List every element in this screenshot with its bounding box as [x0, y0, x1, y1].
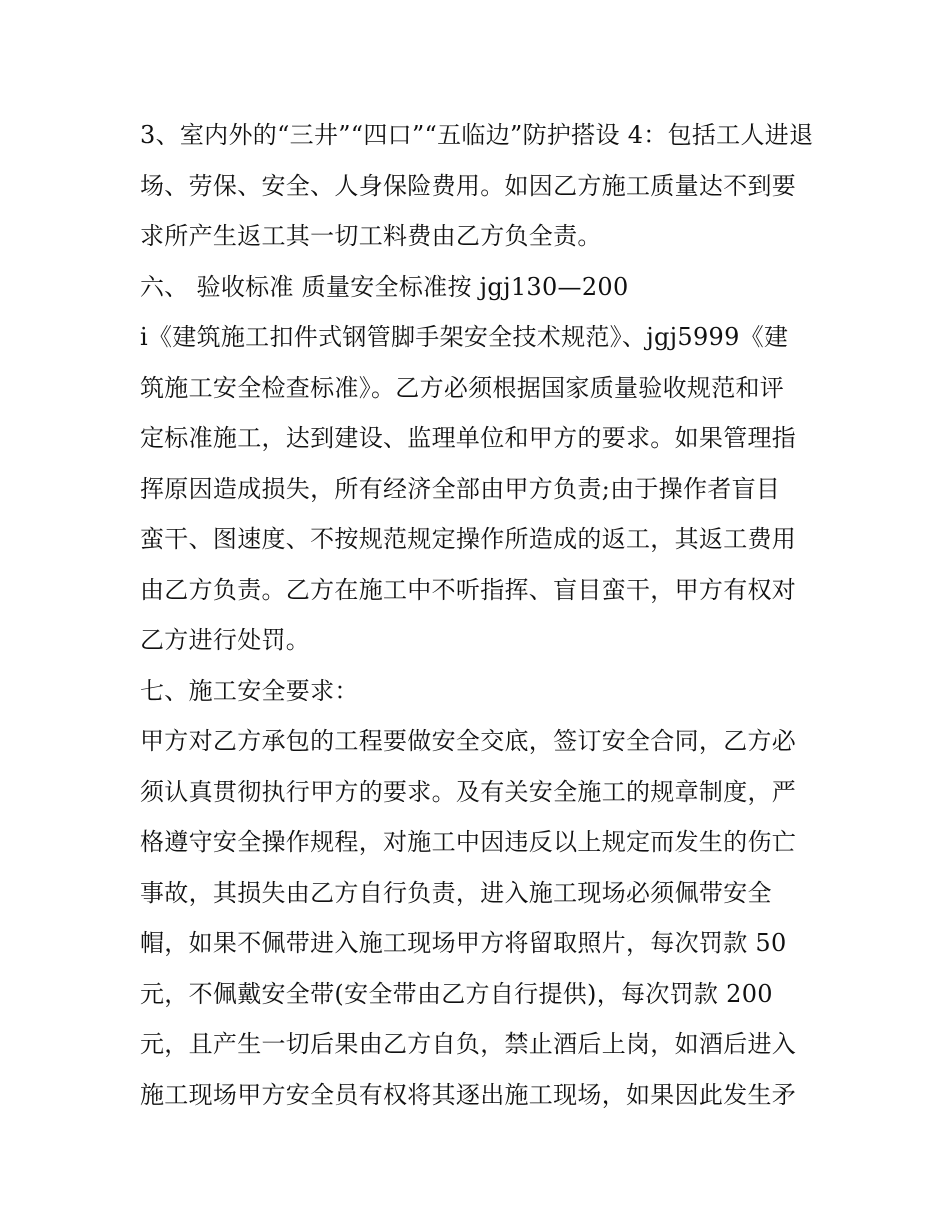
text-line: 挥原因造成损失，所有经济全部由甲方负责;由于操作者盲目 — [140, 474, 781, 503]
text-line: 元，且产生一切后果由乙方自负，禁止酒后上岗，如酒后进入 — [140, 1030, 797, 1058]
text-line: 蛮干、图速度、不按规范规定操作所造成的返工，其返工费用 — [140, 525, 797, 553]
section-heading-six: 六、 验收标准 质量安全标准按 jgj130—200 — [140, 272, 629, 301]
text-line: 3、室内外的“三井”“四口”“五临边”防护搭设 4：包括工人进退 — [140, 121, 814, 149]
text-line: 元，不佩戴安全带(安全带由乙方自行提供)，每次罚款 200 — [140, 979, 773, 1008]
text-line: 帽，如果不佩带进入施工现场甲方将留取照片，每次罚款 50 — [140, 929, 787, 957]
text-line: 事故，其损失由乙方自行负责，进入施工现场必须佩带安全 — [140, 878, 772, 907]
text-line: 筑施工安全检查标准》。乙方必须根据国家质量验收规范和评 — [140, 373, 785, 402]
text-line: 由乙方负责。乙方在施工中不听指挥、盲目蛮干，甲方有权对 — [140, 575, 797, 604]
text-line: 施工现场甲方安全员有权将其逐出施工现场，如果因此发生矛 — [140, 1080, 797, 1109]
text-line: 场、劳保、安全、人身保险费用。如因乙方施工质量达不到要 — [140, 171, 797, 200]
text-line: i《建筑施工扣件式钢管脚手架安全技术规范》、jgj5999《建 — [140, 323, 789, 351]
body-text — [140, 110, 820, 1120]
text-line: 须认真贯彻执行甲方的要求。及有关安全施工的规章制度，严 — [140, 777, 797, 806]
text-line: 乙方进行处罚。 — [140, 626, 311, 654]
text-line: 求所产生返工其一切工料费由乙方负全责。 — [140, 222, 602, 250]
text-line: 甲方对乙方承包的工程要做安全交底，签订安全合同，乙方必 — [140, 727, 797, 755]
text-line: 格遵守安全操作规程，对施工中因违反以上规定而发生的伤亡 — [140, 828, 797, 856]
section-heading-seven: 七、施工安全要求： — [140, 676, 359, 705]
text-line: 定标准施工，达到建设、监理单位和甲方的要求。如果管理指 — [140, 424, 797, 452]
